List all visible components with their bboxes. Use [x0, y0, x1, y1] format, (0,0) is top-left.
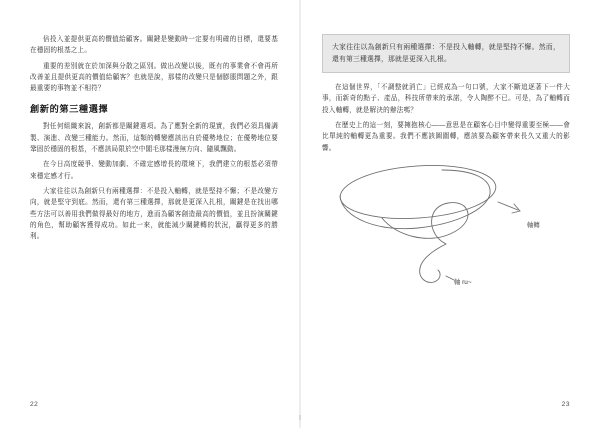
pull-quote-callout — [322, 34, 570, 73]
paragraph: 在這個世界，「不調整就消亡」已經成為一句口號，大家不斷追逐著下一件大事，而新奇的點子、產品，科技所帶來的承諾，令人陶醉不已。可是，為了軸轉而投入軸轉，就是解決的辦法嗎？ — [322, 84, 570, 114]
page-number-right: 23 — [561, 401, 570, 408]
paragraph: 大家往往以為創新只有兩種選擇：不是投入軸轉，就是堅持不懈；不是改變方向，就是堅守到底。然而，還有第三種選擇，那就是更深入扎根，關鍵是在找出哪些方法可以善用我們做得最好的地方，進而為顧客創造最高的價值，並且扮演關鍵的角色，幫助顧客獲得成功。如此一來，就能減少關鍵轉的狀況，贏得更多的勝利。 — [30, 187, 278, 241]
paragraph: 倍投入並提供更高的價值給顧客。關鍵是變動時一定要有明確的目標，還要基在穩固的根基之上。 — [30, 36, 278, 55]
paragraph: 重要的差別就在於加深與分散之區別。做出改變以後，既有的事業會不會再所改善並且提供更高的價值給顧客？也就是說，那樣的改變只是個膨脹問題之外，跟最重要的事物並不相符？ — [30, 62, 278, 93]
page-number-left: 22 — [30, 401, 39, 408]
spread-gutter — [299, 0, 301, 428]
paragraph: 在今日高度競爭、變動加劇、不確定感增長的環境下，我們建立的根基必須帶來穩定感才行。 — [30, 161, 278, 180]
spiral-diagram — [322, 158, 570, 290]
paragraph: 在歷史上的這一刻，要擁抱核心——意思是在顧客心目中變得重要至極——會比單純的軸轉更為重要。我們不應該圖圍轉，應該要為顧客帶來長久又重大的影響。 — [322, 122, 570, 152]
figure-label-root: 軸 ru~ — [454, 278, 472, 286]
pull-quote-text: 大家往往以為創新只有兩種選擇：不是投入軸轉，就是堅持不懈。然而，還有第三種選擇，那就是更深入扎根。 — [332, 44, 560, 63]
section-heading: 創新的第三種選擇 — [30, 104, 109, 115]
center-mark — [299, 415, 301, 420]
page-right — [300, 0, 600, 428]
paragraph: 對任何組織來說，創新都是關鍵選項。為了應對全新的現實，我們必須具備調製、演進、改變三種能力。然而，這類的轉變應該出自於優勢地位；在優勢地位要鞏固於穩固的根基，不應該局限於空中閣毛那樣漫無方向、隨風飄動。 — [30, 123, 278, 154]
figure-label-pivot: 軸轉 — [527, 221, 540, 229]
